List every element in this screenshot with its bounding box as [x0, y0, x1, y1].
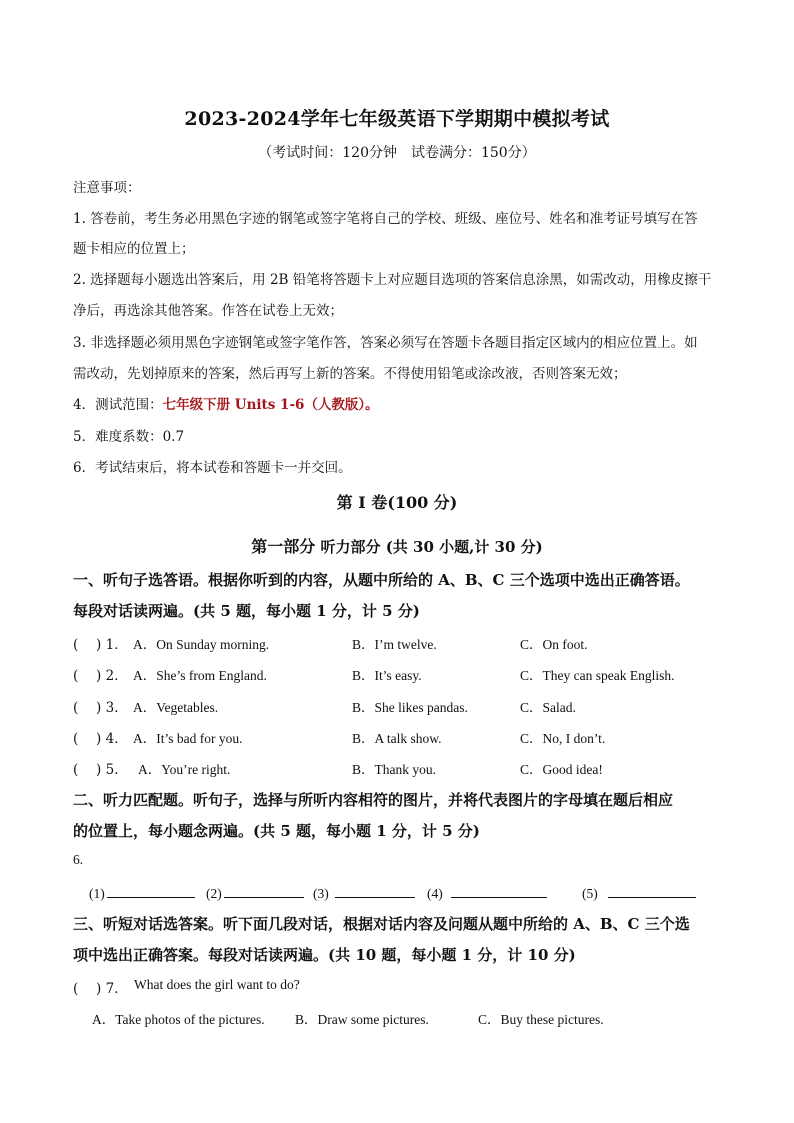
- notes-heading: 注意事项：: [73, 180, 141, 196]
- blank-2-line[interactable]: [224, 883, 304, 898]
- blank-3-line[interactable]: [335, 883, 415, 898]
- section-1-instruction-1: 一、听句子选答语。根据你听到的内容，从题中所给的 A、B、C 三个选项中选出正确答语。: [73, 571, 690, 589]
- q3-option-a: A．Vegetables.: [133, 700, 219, 715]
- part-1-label: 第一部分: [251, 537, 316, 556]
- blank-5-line[interactable]: [608, 883, 696, 898]
- q4-option-c: C．No, I don’t.: [520, 731, 606, 746]
- note-4-prefix: 4．测试范围：: [73, 397, 163, 413]
- q7-option-a: A．Take photos of the pictures.: [92, 1012, 265, 1027]
- page-title: 2023-2024学年七年级英语下学期期中模拟考试: [184, 108, 610, 130]
- note-1-line-2: 题卡相应的位置上；: [73, 241, 195, 257]
- note-3-line-1: 3. 非选择题必须用黑色字迹钢笔或签字笔作答，答案必须写在答题卡各题目指定区域内的相应位置上。如: [73, 335, 698, 351]
- blank-5-label: (5): [582, 886, 598, 901]
- q7-option-b: B．Draw some pictures.: [295, 1012, 429, 1027]
- note-6: 6．考试结束后，将本试卷和答题卡一并交回。: [73, 460, 352, 476]
- note-5: 5．难度系数：0.7: [73, 429, 185, 445]
- answer-blank-4[interactable]: [427, 883, 547, 902]
- section-3-instruction-2: 项中选出正确答案。每段对话读两遍。(共 10 题，每小题 1 分，计 10 分): [73, 946, 576, 964]
- blank-2-label: (2): [206, 886, 222, 901]
- blank-4-line[interactable]: [451, 883, 547, 898]
- q6-number: 6.: [73, 852, 84, 867]
- answer-blank-3[interactable]: [313, 883, 415, 902]
- part-1-heading: [0, 534, 794, 557]
- q3-option-c: C．Salad.: [520, 700, 576, 715]
- q1-option-a: A．On Sunday morning.: [133, 637, 270, 652]
- note-2-line-1: 2. 选择题每小题选出答案后，用 2B 铅笔将答题卡上对应题目选项的答案信息涂黑，如需改动，用橡皮擦干: [73, 272, 712, 288]
- volume-heading: 第 I 卷(100 分): [336, 493, 458, 512]
- section-2-instruction-1: 二、听力匹配题。听句子，选择与所听内容相符的图片，并将代表图片的字母填在题后相应: [73, 791, 674, 809]
- q5-option-a: A．You’re right.: [138, 762, 231, 777]
- section-2-instruction-2: 的位置上，每小题念两遍。(共 5 题，每小题 1 分，计 5 分): [73, 822, 480, 840]
- q2-option-b: B．It’s easy.: [352, 668, 422, 683]
- test-scope: 七年级下册 Units 1-6（人教版）。: [162, 397, 379, 413]
- blank-1-line[interactable]: [107, 883, 195, 898]
- section-1-instruction-2: 每段对话读两遍。(共 5 题，每小题 1 分，计 5 分): [73, 602, 420, 620]
- answer-blank-5[interactable]: [582, 883, 696, 902]
- q7-option-c: C．Buy these pictures.: [478, 1012, 604, 1027]
- q5-number: ( ) 5.: [73, 762, 119, 778]
- q3-number: ( ) 3．: [73, 700, 128, 716]
- blank-4-label: (4): [427, 886, 443, 901]
- q4-option-b: B．A talk show.: [352, 731, 442, 746]
- q7-number: ( ) 7．: [73, 981, 128, 997]
- q2-option-c: C．They can speak English.: [520, 668, 675, 683]
- q2-number: ( ) 2．: [73, 668, 128, 684]
- page-subtitle: （考试时间：120分钟 试卷满分：150分）: [258, 145, 536, 161]
- section-3-instruction-1: 三、听短对话选答案。听下面几段对话，根据对话内容及问题从题中所给的 A、B、C 三个选: [73, 915, 690, 933]
- note-3-line-2: 需改动，先划掉原来的答案，然后再写上新的答案。不得使用铅笔或涂改液，否则答案无效；: [73, 366, 627, 382]
- q1-option-b: B．I’m twelve.: [352, 637, 437, 652]
- note-4: [73, 393, 379, 413]
- note-2-line-2: 净后，再选涂其他答案。作答在试卷上无效；: [73, 303, 343, 319]
- q1-number: ( ) 1．: [73, 637, 128, 653]
- part-1-desc: 听力部分 (共 30 小题,计 30 分): [315, 538, 543, 556]
- answer-blank-1[interactable]: [89, 883, 195, 902]
- answer-blank-2[interactable]: [206, 883, 304, 902]
- blank-1-label: (1): [89, 886, 105, 901]
- q5-option-b: B．Thank you.: [352, 762, 436, 777]
- note-1-line-1: 1. 答卷前，考生务必用黑色字迹的钢笔或签字笔将自己的学校、班级、座位号、姓名和准考证号填写在答: [73, 211, 698, 227]
- q2-option-a: A．She’s from England.: [133, 668, 267, 683]
- q4-option-a: A．It’s bad for you.: [133, 731, 243, 746]
- q3-option-b: B．She likes pandas.: [352, 700, 468, 715]
- q1-option-c: C．On foot.: [520, 637, 588, 652]
- q5-option-c: C．Good idea!: [520, 762, 603, 777]
- q7-stem: What does the girl want to do?: [134, 977, 300, 992]
- q4-number: ( ) 4．: [73, 731, 128, 747]
- blank-3-label: (3): [313, 886, 329, 901]
